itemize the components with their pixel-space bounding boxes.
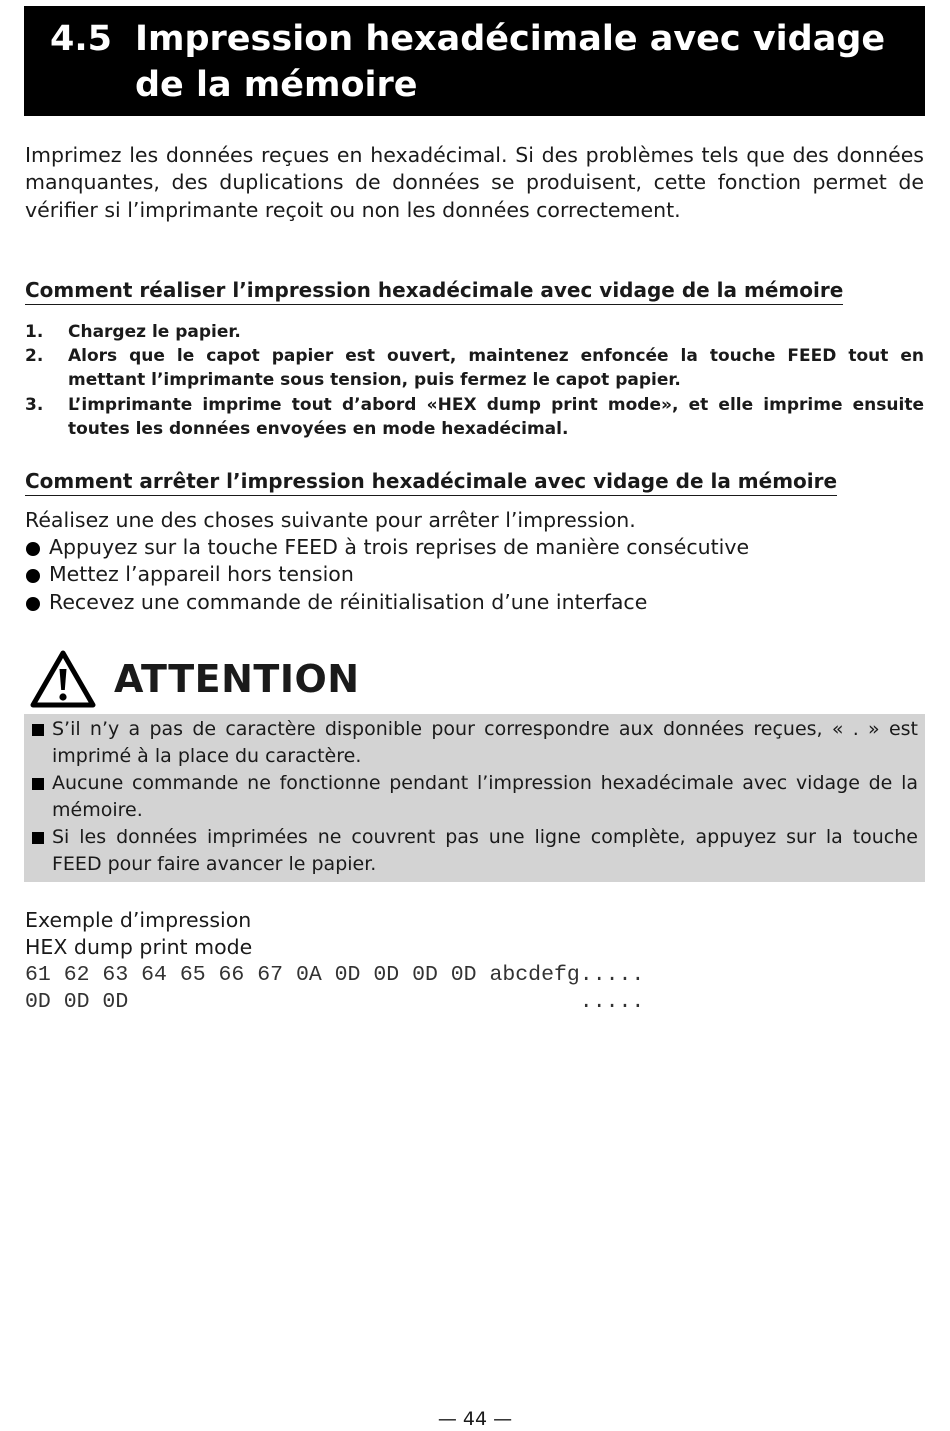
step-number: 3. <box>25 394 44 415</box>
attention-text: S’il n’y a pas de caractère disponible pour correspondre aux données reçues, « . » est imprimé à la place du caractère. <box>52 718 918 767</box>
example-block <box>25 907 252 962</box>
step-number: 1. <box>25 322 44 342</box>
how-to-print-heading: Comment réaliser l’impression hexadécimale avec vidage de la mémoire <box>25 277 843 305</box>
attention-text: Aucune commande ne fonctionne pendant l’impression hexadécimale avec vidage de la mémoire. <box>52 772 918 821</box>
list-item <box>25 320 924 344</box>
section-title: Impression hexadécimale avec vidage de la mémoire <box>135 19 886 105</box>
square-bullet-icon <box>32 724 44 736</box>
step-number: 2. <box>25 346 44 367</box>
stop-options-list <box>25 534 749 616</box>
step-text: L’imprimante imprime tout d’abord «HEX dump print mode», et elle imprime ensuite toutes les données envoyées en mode hexadécimal. <box>68 394 924 439</box>
step-text: Chargez le papier. <box>68 322 241 342</box>
bullet-dot-icon <box>26 569 40 583</box>
list-item <box>25 393 924 441</box>
how-to-stop-heading: Comment arrêter l’impression hexadécimale avec vidage de la mémoire <box>25 468 837 496</box>
bullet-dot-icon <box>26 597 40 611</box>
print-steps-list <box>25 320 924 441</box>
square-bullet-icon <box>32 778 44 790</box>
intro-paragraph: Imprimez les données reçues en hexadécimal. Si des problèmes tels que des données manquantes, des duplications de données se produisent, cette fonction permet de vérifier si l’imprimante reçoit ou non les données correctement. <box>25 143 924 222</box>
bullet-dot-icon <box>26 542 40 556</box>
warning-triangle-icon <box>30 650 96 708</box>
bullet-text: Mettez l’appareil hors tension <box>49 562 354 587</box>
attention-list <box>32 716 918 878</box>
example-label: Exemple d’impression <box>25 908 252 932</box>
stop-intro-text: Réalisez une des choses suivante pour arrêter l’impression. <box>25 508 636 532</box>
step-text: Alors que le capot papier est ouvert, maintenez enfoncée la touche FEED tout en mettant l’imprimante sous tension, puis fermez le capot papier. <box>68 346 924 391</box>
attention-box <box>24 714 925 882</box>
section-number: 4.5 <box>50 19 113 59</box>
attention-title: ATTENTION <box>114 657 360 701</box>
square-bullet-icon <box>32 832 44 844</box>
list-item <box>32 770 918 824</box>
section-title-bar <box>24 6 925 116</box>
bullet-text: Recevez une commande de réinitialisation d’une interface <box>49 589 648 614</box>
list-item <box>25 561 749 588</box>
list-item <box>25 534 749 561</box>
list-item <box>32 716 918 770</box>
list-item <box>32 824 918 878</box>
hex-dump-line: 61 62 63 64 65 66 67 0A 0D 0D 0D 0D abcdefg..... <box>25 963 645 987</box>
example-mode-line: HEX dump print mode <box>25 935 253 960</box>
attention-text: Si les données imprimées ne couvrent pas une ligne complète, appuyez sur la touche FEED pour faire avancer le papier. <box>52 826 918 875</box>
page-number: — 44 — <box>437 1408 513 1430</box>
bullet-text: Appuyez sur la touche FEED à trois reprises de manière consécutive <box>49 535 750 559</box>
list-item <box>25 589 749 616</box>
hex-dump-line: 0D 0D 0D ..... <box>25 990 645 1014</box>
list-item <box>25 344 924 392</box>
